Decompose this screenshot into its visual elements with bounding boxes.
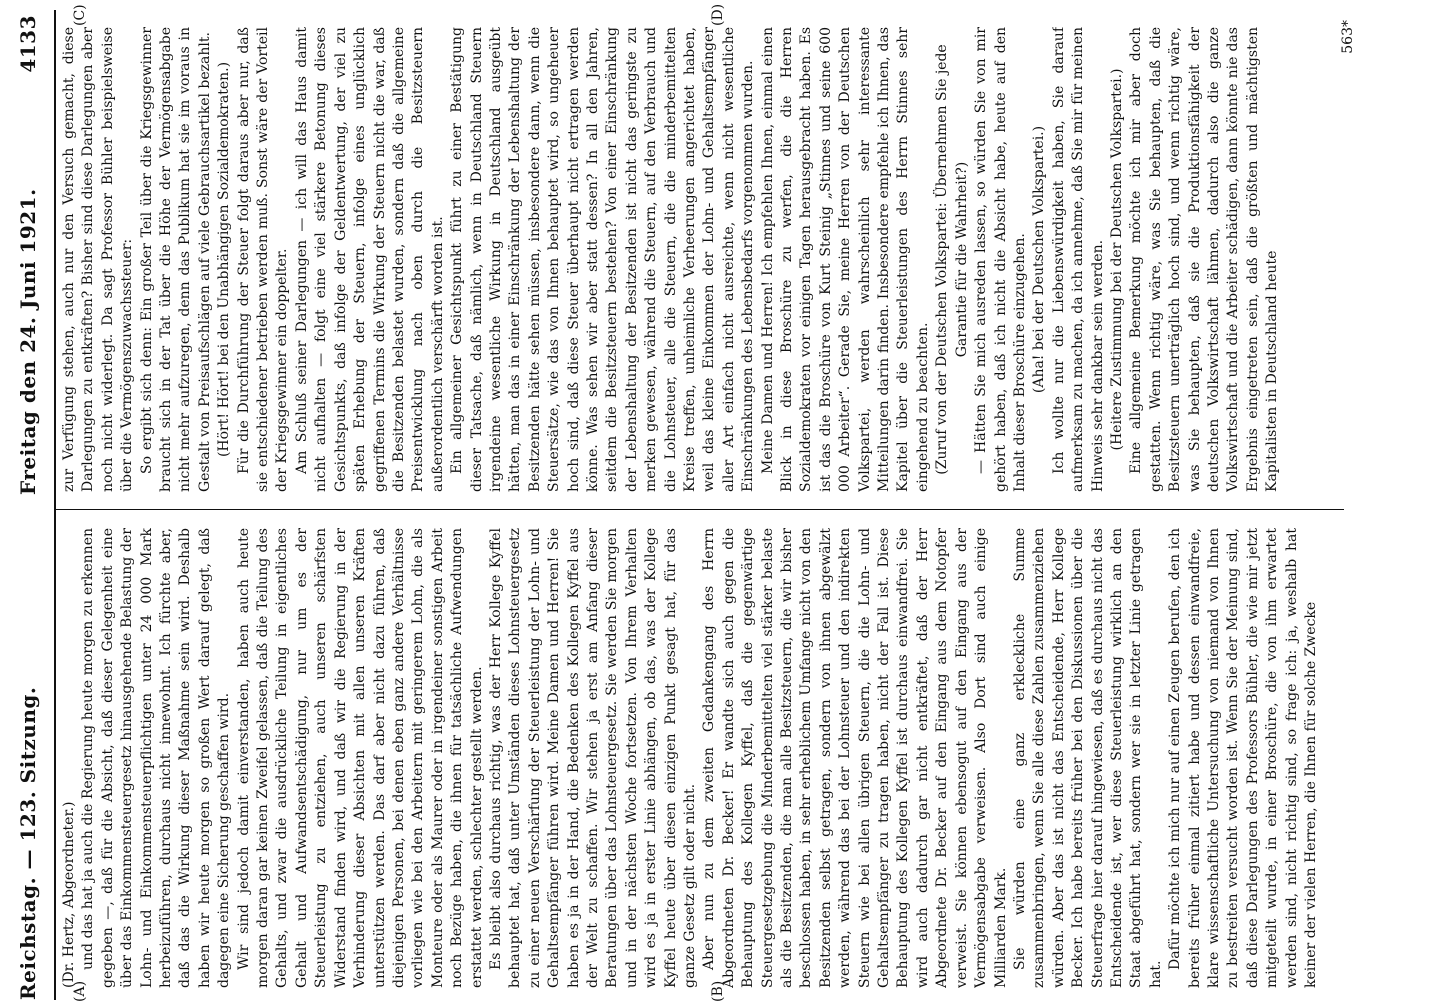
left-paragraph: Aber nun zu dem zweiten Gedankengang des Herrn Abgeordneten Dr. Becker! Er wandte sich auch gegen die Behauptung des Kollegen Kyffel, daß die gegenwärtige Steuergesetzgebung die Minderbemittelten viel stärker belaste als die Besitzenden, die man alle Besitzsteuern, die wir bisher beschlossen haben, in sehr erheblichem Umfange nicht von den Besitzenden selbst getragen, sondern von ihnen abgewälzt werden, während das bei der Lohnsteuer und den indirekten Steuern wie bei allen übrigen Steuern, die die Lohn- und Gehaltsempfänger zu tragen haben, nicht der Fall ist. Diese Behauptung des Kollegen Kyffel ist durchaus einwandfrei. Sie wird auch dadurch gar nicht entkräftet, daß der Herr Abgeordnete Dr. Becker auf den Eingang aus dem Notopfer verweist. Sie können ebensogut auf den Eingang aus der Vermögensabgabe verweisen. Also Dort sind auch einige Milliarden Mark. bbox=[701, 528, 1009, 988]
left-paragraph: (Dr. Hertz, Abgeordneter.) bbox=[61, 801, 77, 988]
right-column bbox=[60, 27, 1390, 492]
margin-mark-c: (C) bbox=[72, 4, 88, 26]
right-paragraph: Am Schluß seiner Darlegungen — ich will das Haus damit nicht aufhalten — folgt eine viel stärkere Betonung dieses Gesichtspunkts, daß infolge der Geldentwertung, der viel zu späten Erhebung der Steuern, infolge eines unglücklich gegriffenen Termins die Wirkung der Steuern nicht die war, daß die Besitzenden belastet wurden, sondern daß die allgemeine Preisentwicklung nach oben durch die Besitzsteuern außerordentlich verschärft worden ist. bbox=[293, 27, 446, 492]
right-paragraph: (Hört! Hört! bei den Unabhängigen Sozialdemokraten.) bbox=[216, 61, 233, 458]
side-attribution bbox=[1412, 8, 1430, 992]
left-paragraph: Wir sind jedoch damit einverstanden, haben auch heute morgen daran gar keinen Zweifel gelassen, daß die Teilung des Gehalts, und zwar die ausdrückliche Teilung in eigentliches Gehalt und Aufwandsentschädigung, nur um es der Steuerleistung zu entziehen, auch unseren schärfsten Widerstand finden wird, und daß wir die Regierung in der Verhinderung dieser Absichten mit allen unseren Kräften unterstützen werden. Das darf aber nicht dazu führen, daß diejenigen Personen, bei denen eben ganz andere Verhältnisse vorliegen wie bei den Arbeitern mit geringerem Lohn, die als Monteure oder als Maurer oder in irgendeiner sonstigen Arbeit noch Bezüge haben, die ihnen für tatsächliche Aufwendungen erstattet werden, schlechter gestellt werden. bbox=[235, 528, 485, 988]
page-number: 4133 bbox=[16, 15, 40, 73]
header-right-title: Freitag den 24. Juni 1921. bbox=[16, 188, 40, 495]
left-paragraph: Sie würden eine ganz erkleckliche Summe zusammenbringen, wenn Sie alle diese Zahlen zusammenziehen würden. Aber das ist nicht das Entscheidende, Herr Kollege Becker. Ich habe bereits früher bei den Diskussionen über die Steuerfrage hier darauf hingewiesen, daß es durchaus nicht das Entscheidende ist, wer diese Steuerleistung wirklich an den Staat abgeführt hat, sondern wer sie in letzter Linie getragen hat. bbox=[1011, 528, 1164, 988]
left-paragraph: und das hat ja auch die Regierung heute morgen zu erkennen gegeben —, daß für die Absicht, daß dieser Gelegenheit eine über das Einkommensteuergesetz hinausgehende Belastung der Lohn- und Einkommensteuerpflichtigen unter 24 000 Mark herbeizuführen, durchaus nicht innewohnt. Ich fürchte aber, daß das die Wirkung dieser Maßnahme sein wird. Deshalb haben wir heute morgen so großen Wert darauf gelegt, daß dagegen eine Sicherung geschaffen wird. bbox=[80, 528, 233, 988]
header-rule bbox=[54, 10, 56, 1000]
right-paragraph: Für die Durchführung der Steuer folgt daraus aber nur, daß sie entschiedener betrieben werden muß. Sonst wäre der Vorteil der Kriegsgewinner ein doppelter. bbox=[235, 27, 291, 492]
margin-mark-a: (A) bbox=[72, 980, 88, 1002]
margin-mark-b: (B) bbox=[710, 980, 726, 1002]
footer-number: 563* bbox=[1340, 20, 1356, 54]
left-paragraph: Dafür möchte ich mich nur auf einen Zeugen berufen, den ich bereits früher einmal zitiert habe und dessen einwandfreie, klare wissenschaftliche Untersuchung von niemand von Ihnen zu bestreiten versucht worden ist. Wenn Sie der Meinung sind, daß diese Darlegungen des Professors Bühler, die wie mir jetzt mitgeteilt wurde, in einer Broschüre, die von ihm erwartet werden sind, nicht richtig sind, so frage ich: ja, weshalb hat keiner der vielen Herren, die Ihnen für solche Zwecke bbox=[1167, 528, 1319, 988]
right-paragraph: (Aha! bei der Deutschen Volkspartei.) bbox=[1031, 125, 1048, 394]
right-paragraph: zur Verfügung stehen, auch nur den Versuch gemacht, diese Darlegungen zu entkräften? Bisher sind diese Darlegungen aber noch nicht widerlegt. Da sagt Professor Bühler beispielsweise über die Vermögenszuwachssteuer: bbox=[61, 27, 136, 492]
header-left-title: Reichstag. — 123. Sitzung. bbox=[16, 686, 40, 1000]
left-column bbox=[60, 528, 1390, 988]
column-divider bbox=[54, 509, 1344, 510]
right-paragraph: Ich wollte nur die Liebenswürdigkeit haben, Sie darauf aufmerksam zu machen, da ich annehme, daß Sie mir für meinen Hinweis sehr dankbar sein werden. bbox=[1050, 27, 1106, 492]
right-paragraph: (Heitere Zustimmung bei der Deutschen Volkspartei.) bbox=[1108, 68, 1125, 451]
right-paragraph: (Zuruf von der Deutschen Volkspartei: Übernehmen Sie jede Garantie für die Wahrheit?) bbox=[934, 44, 970, 475]
right-paragraph: Eine allgemeine Bemerkung möchte ich mir aber doch gestatten. Wenn richtig wäre, was Sie behaupten, daß die Besitzsteuern unerträglich hoch sind, und wenn richtig wäre, was Sie behaupten, daß sie die Produktionsfähigkeit der deutschen Volkswirtschaft lähmen, dadurch also die ganze Volkswirtschaft und die Arbeiter schädigen, dann könnte nie das Ergebnis eingetreten sein, daß die größten und mächtigsten Kapitalisten in Deutschland heute bbox=[1128, 27, 1281, 492]
right-paragraph: Meine Damen und Herren! Ich empfehlen Ihnen, einmal einen Blick in diese Broschüre zu werfen, die die Herren Sozialdemokraten vor einigen Tagen herausgebracht haben. Es ist das die Broschüre von Kurt Steinig „Stinnes und seine 600 000 Arbeiter“. Gerade Sie, meine Herren von der Deutschen Volkspartei, werden wahrscheinlich sehr interessante Mitteilungen darin finden. Insbesondere empfehle ich Ihnen, das Kapitel über die Steuerleistungen des Herrn Stinnes sehr eingehend zu beachten. bbox=[759, 27, 931, 492]
right-paragraph: So ergibt sich denn: Ein großer Teil über die Kriegsgewinner braucht sich in der Tat über die Höhe der Vermögensabgabe nicht mehr aufzuregen, denn das Publikum hat sie im voraus in Gestalt von Preisaufschlägen auf viele Gebrauchsartikel bezahlt. bbox=[138, 27, 213, 492]
margin-mark-d: (D) bbox=[710, 3, 726, 26]
right-paragraph: — Hätten Sie mich ausreden lassen, so würden Sie von mir gehört haben, daß ich nicht die Absicht habe, heute auf den Inhalt dieser Broschüre einzugehen. bbox=[973, 27, 1028, 492]
left-paragraph: Es bleibt also durchaus richtig, was der Herr Kollege Kyffel behauptet hat, daß unter Umständen dieses Lohnsteuergesetz zu einer neuen Verschärfung der Steuerleistung der Lohn- und Gehaltsempfänger führen wird. Meine Damen und Herren! Sie haben es ja in der Hand, die Bedenken des Kollegen Kyffel aus der Welt zu schaffen. Wir stehen ja erst am Anfang dieser Beratungen über das Lohnsteuergesetz. Sie werden Sie morgen und in der nächsten Woche fortsetzen. Von Ihrem Verhalten wird es ja in erster Linie abhängen, ob das, was der Kollege Kyffel heute über diesen einzigen Punkt gesagt hat, für das ganze Gesetz gilt oder nicht. bbox=[487, 528, 698, 988]
right-paragraph: Ein allgemeiner Gesichtspunkt führt zu einer Bestätigung dieser Tatsache, daß nämlich, wenn in Deutschland Steuern irgendeine wesentliche Wirkung in Deutschland ausgeübt hätten, man das in einer Einschränkung der Lebenshaltung der Besitzenden hätte sehen müssen, insbesondere dann, wenn die Steuersätze, wie das von Ihnen behauptet wird, so ungeheuer hoch sind, daß diese Steuer überhaupt nicht ertragen werden könne. Was sehen wir aber statt dessen? In all den Jahren, seitdem die Besitzsteuern bestehen? Von einer Einschränkung der Lebenshaltung der Besitzenden ist nicht das geringste zu merken gewesen, während die Steuern, auf den Verbrauch und die Lohnsteuer, alle die Steuern, die die minderbemittelten Kreise treffen, unheimliche Verheerungen angerichtet haben, weil das kleine Einkommen der Lohn- und Gehaltsempfänger aller Art einfach nicht ausreichte, wenn nicht wesentliche Einschränkungen des Lebensbedarfs vorgenommen wurden. bbox=[449, 27, 757, 492]
